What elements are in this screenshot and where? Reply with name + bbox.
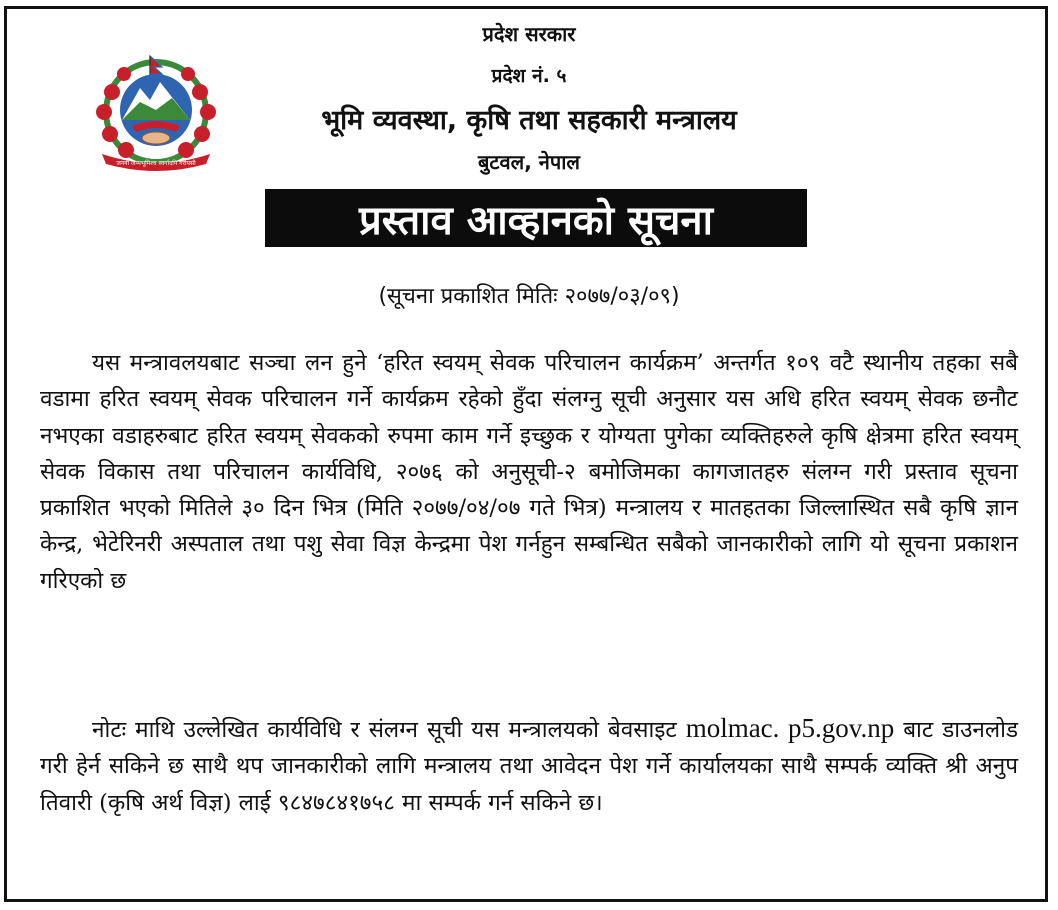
notice-title: प्रस्ताव आव्हानको सूचना: [359, 197, 713, 244]
note-text-before: नोटः माथि उल्लेखित कार्यविधि र संलग्न सूची यस मन्त्रालयको बेवसाइट: [92, 717, 686, 743]
note-text-after: बाट डाउनलोड गरी हेर्न सकिने छ साथै थप जानकारीको लागि मन्त्रालय तथा आवेदन पेश गर्ने कार्यालयका साथै सम्पर्क व्यक्ति श्री अनुप तिवारी (कृषि अर्थ विज्ञ) लाई ९८४७८४१७५८ मा सम्पर्क गर्न सकिने छ।: [40, 717, 1019, 816]
website-link: molmac. p5.gov.np: [685, 713, 895, 743]
office-location: बुटवल, नेपाल: [478, 150, 580, 174]
notice-note-paragraph: [40, 710, 1018, 821]
notice-title-banner: [265, 189, 807, 247]
ministry-name: भूमि व्यवस्था, कृषि तथा सहकारी मन्त्रालय: [321, 105, 737, 136]
province-label: प्रदेश नं. ५: [491, 65, 567, 87]
government-label: प्रदेश सरकार: [482, 22, 576, 46]
publication-date: (सूचना प्रकाशित मितिः २०७७/०३/०९): [378, 284, 680, 309]
notice-body-paragraph: यस मन्त्रावलयबाट सञ्चा लन हुने ‘हरित स्वयम् सेवक परिचालन कार्यक्रम’ अन्तर्गत १०९ वटै स्थानीय तहका सबै वडामा हरित स्वयम् सेवक परिचालन गर्ने कार्यक्रम रहेको हुँदा संलग्नु सूची अनुसार यस अधि हरित स्वयम् सेवक छनौट नभएका वडाहरुबाट हरित स्वयम् सेवकको रुपमा काम गर्ने इच्छुक र योग्यता पुगेका व्यक्तिहरुले कृषि क्षेत्रमा हरित स्वयम् सेवक विकास तथा परिचालन कार्यविधि, २०७६ को अनुसूची-२ बमोजिमका कागजातहरु संलग्न गरी प्रस्ताव सूचना प्रकाशित भएको मितिले ३० दिन भित्र (मिति २०७७/०४/०७ गते भित्र) मन्त्रालय र मातहतका जिल्लास्थित सबै कृषि ज्ञान केन्द्र, भेटेरिनरी अस्पताल तथा पशु सेवा विज्ञ केन्द्रमा पेश गर्नहुन सम्बन्धित सबैको जानकारीको लागि यो सूचना प्रकाशन गरिएको छ: [40, 350, 1018, 594]
svg-text:जननी जन्मभूमिश्च स्वर्गादपि गर: जननी जन्मभूमिश्च स्वर्गादपि गरीयसी: [116, 160, 196, 167]
